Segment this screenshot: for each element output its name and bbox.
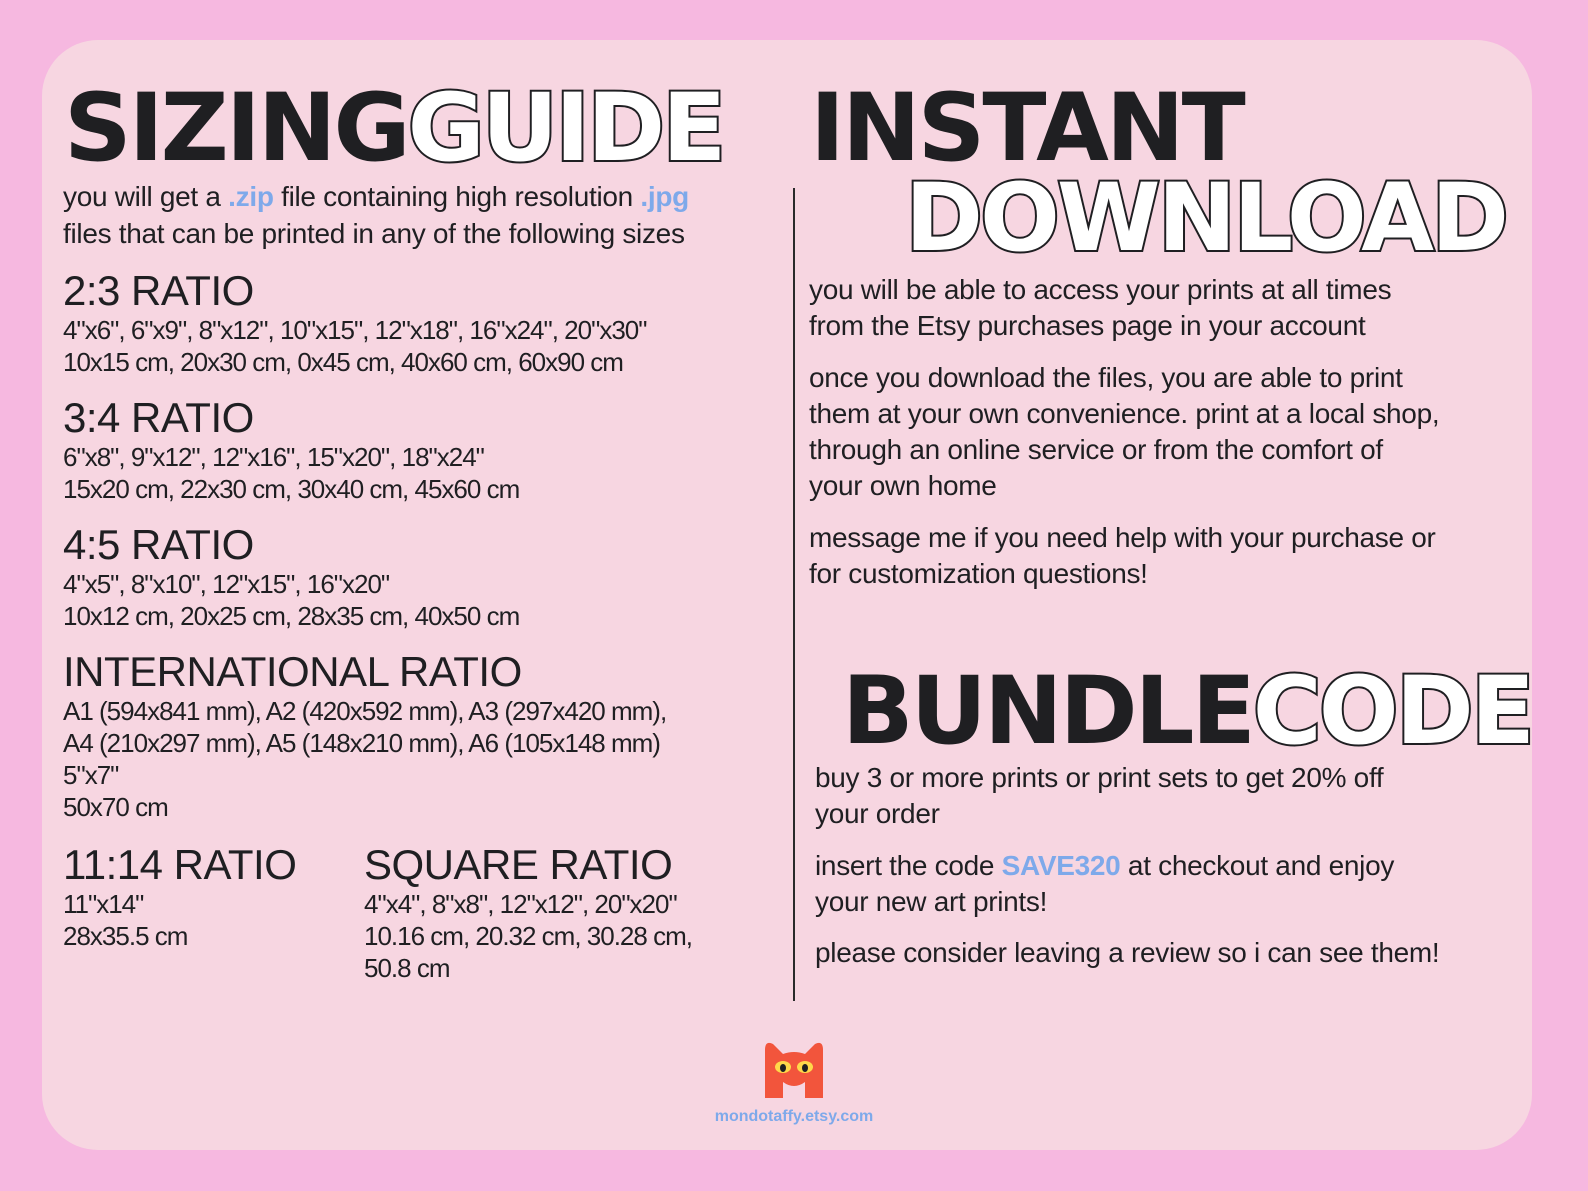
paragraph-line: you will be able to access your prints at all times bbox=[809, 274, 1392, 305]
site-url: mondotaffy.etsy.com bbox=[714, 1108, 874, 1125]
ratio-sizes-a-series-1: A1 (594x841 mm), A2 (420x592 mm), A3 (297x420 mm), bbox=[63, 696, 667, 726]
download-paragraph-3 bbox=[809, 520, 1509, 592]
download-title bbox=[905, 164, 1506, 273]
ratio-sizes-inches: 4"x6", 6"x9", 8"x12", 10"x15", 12"x18", 16"x24", 20"x30" bbox=[63, 315, 647, 345]
paragraph-line: from the Etsy purchases page in your account bbox=[809, 310, 1366, 341]
bundle-code-heading bbox=[842, 657, 1532, 766]
ratio-sizes-cm: 28x35.5 cm bbox=[63, 921, 188, 951]
jpg-highlight: .jpg bbox=[640, 181, 689, 212]
instant-title-solid: INSTANT bbox=[810, 74, 1243, 183]
bundle-paragraph-1 bbox=[815, 760, 1515, 832]
ratio-sizes-cm: 15x20 cm, 22x30 cm, 30x40 cm, 45x60 cm bbox=[63, 474, 520, 504]
paragraph-line: your order bbox=[815, 798, 940, 829]
ratio-sizes-a-series-2: A4 (210x297 mm), A5 (148x210 mm), A6 (105x148 mm) bbox=[63, 728, 660, 758]
bundle-paragraph-3 bbox=[815, 935, 1515, 971]
ratio-sizes-cm: 10.16 cm, 20.32 cm, 30.28 cm, bbox=[364, 921, 692, 951]
intro-line-2: files that can be printed in any of the following sizes bbox=[63, 218, 685, 249]
paragraph-text: insert the code bbox=[815, 850, 1002, 881]
ratio-sizes-cm: 10x12 cm, 20x25 cm, 28x35 cm, 40x50 cm bbox=[63, 601, 520, 631]
ratio-title: 2:3 RATIO bbox=[63, 267, 254, 314]
download-paragraph-1 bbox=[809, 272, 1509, 344]
ratio-title: 11:14 RATIO bbox=[63, 841, 297, 888]
download-paragraph-2 bbox=[809, 360, 1509, 504]
paragraph-line: through an online service or from the comfort of bbox=[809, 434, 1383, 465]
ratio-sizes-inches: 11"x14" bbox=[63, 889, 144, 919]
ratio-sizes-inches: 4"x4", 8"x8", 12"x12", 20"x20" bbox=[364, 889, 677, 919]
download-title-outline: DOWNLOAD bbox=[905, 164, 1506, 273]
ratio-sizes-inches: 6"x8", 9"x12", 12"x16", 15"x20", 18"x24" bbox=[63, 442, 484, 472]
paragraph-line: buy 3 or more prints or print sets to get 20% off bbox=[815, 762, 1384, 793]
column-divider bbox=[793, 188, 795, 1001]
paragraph-line: once you download the files, you are able to print bbox=[809, 362, 1403, 393]
intro-text: you will get a bbox=[63, 181, 229, 212]
ratio-sizes-inches: 5"x7" bbox=[63, 760, 119, 790]
sizing-title-solid: SIZING bbox=[64, 74, 408, 183]
paragraph-line: your new art prints! bbox=[815, 886, 1048, 917]
bundle-title-solid: BUNDLE bbox=[842, 657, 1253, 766]
cat-monster-logo-icon bbox=[761, 1038, 827, 1100]
ratio-sizes-cm-2: 50.8 cm bbox=[364, 953, 450, 983]
ratio-sizes-cm: 10x15 cm, 20x30 cm, 0x45 cm, 40x60 cm, 60x90 cm bbox=[63, 347, 623, 377]
ratio-sizes-cm: 50x70 cm bbox=[63, 792, 168, 822]
zip-highlight: .zip bbox=[228, 181, 274, 212]
sizing-intro bbox=[63, 178, 783, 252]
paragraph-line: please consider leaving a review so i can see them! bbox=[815, 937, 1440, 968]
ratio-title: INTERNATIONAL RATIO bbox=[63, 648, 522, 695]
paragraph-line: message me if you need help with your purchase or bbox=[809, 522, 1436, 553]
sizing-guide-heading bbox=[64, 74, 724, 183]
ratio-2-3 bbox=[63, 268, 646, 378]
ratio-sizes-inches: 4"x5", 8"x10", 12"x15", 16"x20" bbox=[63, 569, 390, 599]
intro-text-2: file containing high resolution bbox=[273, 181, 641, 212]
paragraph-line: them at your own convenience. print at a local shop, bbox=[809, 398, 1440, 429]
ratio-square bbox=[364, 842, 692, 984]
ratio-3-4 bbox=[63, 395, 519, 505]
ratio-international bbox=[63, 649, 666, 823]
code-title-outline: CODE bbox=[1252, 657, 1532, 766]
ratio-11-14 bbox=[63, 842, 296, 952]
ratio-title: 4:5 RATIO bbox=[63, 521, 254, 568]
ratio-title: 3:4 RATIO bbox=[63, 394, 254, 441]
paragraph-text: at checkout and enjoy bbox=[1120, 850, 1395, 881]
ratio-4-5 bbox=[63, 522, 519, 632]
paragraph-line: for customization questions! bbox=[809, 558, 1148, 589]
instant-title bbox=[810, 74, 1243, 183]
guide-title-outline: GUIDE bbox=[407, 74, 724, 183]
discount-code: SAVE320 bbox=[1001, 850, 1121, 881]
paragraph-line: your own home bbox=[809, 470, 997, 501]
ratio-title: SQUARE RATIO bbox=[364, 841, 673, 888]
bundle-paragraph-2 bbox=[815, 848, 1515, 920]
